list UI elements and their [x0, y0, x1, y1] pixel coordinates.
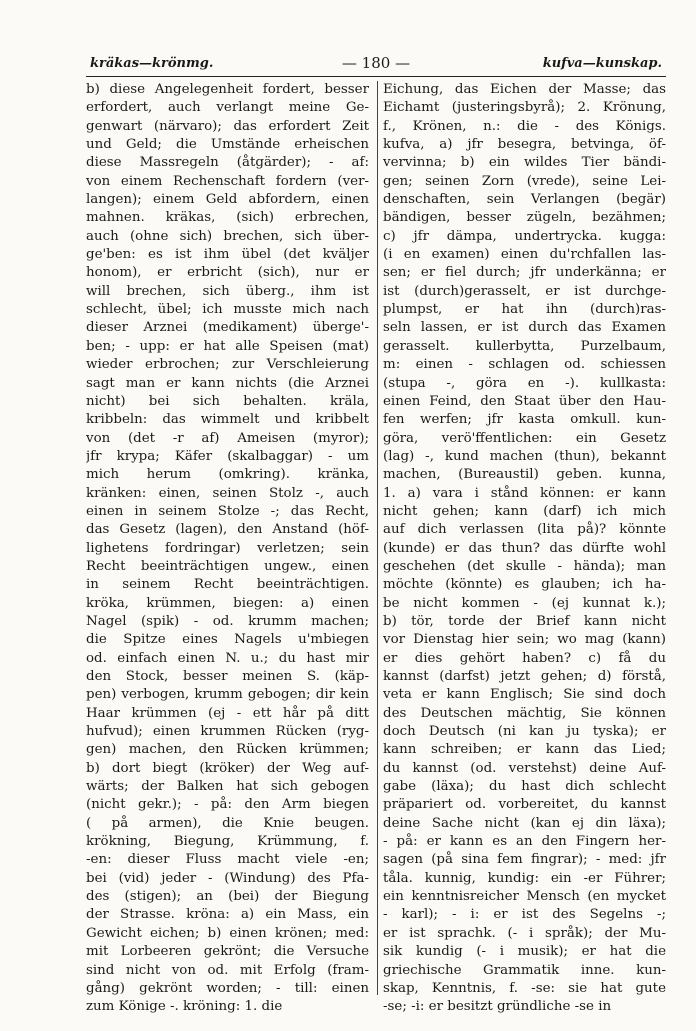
text-line: nicht gehen; kann (darf) ich mich [383, 503, 666, 519]
text-line: sik kundig (- i musik); er hat die [383, 944, 666, 960]
text-line: kannst (darfst) jetzt gehen; d) förstå, [383, 669, 666, 684]
text-line: mit Lorbeeren gekrönt; die Versuche [86, 944, 369, 960]
text-line: möchte (könnte) es glauben; ich ha- [383, 577, 666, 593]
text-line: kröka, krümmen, biegen: a) einen [86, 595, 369, 611]
text-line: sagt man er kann nichts (die Arznei [86, 375, 369, 391]
text-line: plumpst, er hat ihn (durch)ras- [383, 302, 666, 318]
text-line: seln lassen, er ist durch das Examen [383, 320, 666, 336]
text-line: gen; seinen Zorn (vrede), seine Lei- [383, 173, 666, 189]
header-right-guideword: kufva—kunskap. [542, 56, 662, 71]
text-line: vor Dienstag hier sein; wo mag (kann) [383, 632, 666, 648]
text-line: jfr krypa; Käfer (skalbaggar) - um [86, 448, 369, 464]
text-line: (nicht gekr.); - på: den Arm biegen [86, 797, 369, 813]
text-line: ( på armen), die Knie beugen. [86, 815, 369, 831]
text-line: (stupa -, göra en -). kullkasta: [383, 375, 666, 391]
text-line: mich herum (omkring). kränka, [86, 467, 369, 483]
text-line: c) jfr dämpa, undertrycka. kugga: [383, 228, 666, 244]
text-line: langen); einem Geld abfordern, einen [86, 192, 369, 208]
text-line: lighetens fordringar) verletzen; sein [86, 540, 369, 556]
text-line: denschaften, sein Verlangen (begär) [383, 192, 666, 208]
text-line: Gewicht eichen; b) einen krönen; med: [86, 925, 369, 941]
text-line: bändigen, besser zügeln, bezähmen; [383, 210, 666, 226]
text-line: kränken: einen, seinen Stolz -, auch [86, 485, 369, 501]
text-line: - på: er kann es an den Fingern her- [383, 834, 666, 850]
text-line: er ist sprachk. (- i språk); der Mu- [383, 925, 666, 941]
text-line: bei (vid) jeder - (Windung) des Pfa- [86, 870, 369, 886]
text-line: skap, Kenntnis, f. -se: sie hat gute [383, 980, 666, 996]
text-line: griechische Grammatik inne. kun- [383, 962, 666, 978]
text-line: diese Massregeln (åtgärder); - af: [86, 155, 369, 171]
text-line: schlecht, übel; ich musste mich nach [86, 302, 369, 318]
text-line: veta er kann Englisch; Sie sind doch [383, 687, 666, 703]
text-line: tåla. kunnig, kundig: ein -er Führer; [383, 870, 666, 886]
text-line: m: einen - schlagen od. schiessen [383, 357, 666, 373]
text-line: von (det -r af) Ameisen (myror); [86, 430, 369, 446]
text-line: einen Feind, den Staat über den Hau- [383, 393, 666, 409]
text-line: machen, (Bureaustil) geben. kunna, [383, 467, 666, 483]
text-line: des (stigen); an (bei) der Biegung [86, 889, 369, 905]
text-line: göra, verö'ffentlichen: ein Gesetz [383, 430, 666, 446]
text-line: (kunde) er das thun? das dürfte wohl [383, 540, 666, 556]
text-line: des Deutschen mächtig, Sie können [383, 705, 666, 721]
text-line: kann schreiben; er kann das Lied; [383, 742, 666, 758]
text-line: Haar krümmen (ej - ett hår på ditt [86, 705, 369, 721]
text-line: der Strasse. kröna: a) ein Mass, ein [86, 907, 369, 923]
text-line: zum Könige -. kröning: 1. die [86, 999, 283, 1015]
text-line: einen in seinem Stolze -; das Recht, [86, 503, 369, 519]
text-line: be nicht kommen - (ej kunnat k.); [383, 595, 666, 611]
text-line: f., Krönen, n.: die - des Königs. [383, 118, 666, 134]
text-line: gång) gekrönt worden; - till: einen [86, 980, 369, 996]
text-line: b) tör, torde der Brief kann nicht [383, 613, 666, 629]
text-line: kufva, a) jfr besegra, betvinga, öf- [383, 137, 666, 153]
header-left-guideword: kräkas—krönmg. [90, 56, 214, 71]
text-line: doch Deutsch (ni kan ju tyska); er [383, 724, 666, 740]
text-line: die Spitze eines Nagels u'mbiegen [86, 632, 369, 648]
text-line: (i en examen) einen du'rchfallen las- [383, 247, 666, 263]
text-line: geschehen (det skulle - hända); man [383, 558, 666, 574]
text-line: dieser Arznei (medikament) überge'- [86, 320, 369, 336]
text-line: den Stock, besser meinen S. (käp- [86, 669, 369, 684]
page-number: — 180 — [341, 54, 411, 72]
text-line: ist (durch)gerasselt, er ist durchge- [383, 283, 666, 299]
text-line: genwart (närvaro); das erfordert Zeit [86, 118, 369, 134]
text-line: gen) machen, den Rücken krümmen; [86, 742, 369, 758]
text-line: Recht beeinträchtigen ungew., einen [86, 558, 369, 574]
text-line: gerasselt. kullerbytta, Purzelbaum, [383, 338, 666, 354]
text-line: 1. a) vara i stånd können: er kann [383, 485, 666, 501]
text-line: er dies gehört haben? c) få du [383, 650, 666, 666]
text-line: ge'ben: es ist ihm übel (det kväljer [86, 247, 369, 263]
text-line: präpariert od. vorbereitet, du kannst [383, 797, 666, 813]
text-line: ein kenntnisreicher Mensch (en mycket [383, 889, 666, 905]
right-column [383, 81, 666, 1017]
left-column [86, 81, 369, 1017]
text-line: honom), er erbricht (sich), nur er [86, 265, 369, 281]
text-line: hufvud); einen krummen Rücken (ryg- [86, 724, 369, 740]
text-line: sind nicht von od. mit Erfolg (fram- [86, 962, 369, 978]
text-line: od. einfach einen N. u.; du hast mir [86, 650, 369, 666]
text-line: das Gesetz (lagen), den Anstand (höf- [86, 522, 369, 538]
text-line: und Geld; die Umstände erheischen [86, 137, 369, 153]
text-line: sen; er fiel durch; jfr underkänna; er [383, 265, 666, 281]
text-line: ben; - upp: er hat alle Speisen (mat) [86, 338, 369, 354]
text-line: nicht) bei sich behalten. kräla, [86, 393, 369, 409]
text-line: Eichung, das Eichen der Masse; das [383, 82, 666, 97]
text-line: will brechen, sich überg., ihm ist [86, 283, 369, 299]
text-line: vervinna; b) ein wildes Tier bändi- [383, 155, 666, 171]
text-line: b) dort biegt (kröker) der Weg auf- [86, 760, 369, 776]
text-line: - karl); - i: er ist des Segelns -; [383, 907, 666, 923]
text-line: -se; -i: er besitzt gründliche -se in [383, 999, 612, 1015]
text-line: auf dich verlassen (lita på)? könnte [383, 522, 666, 538]
page-header [86, 54, 666, 77]
text-line: deine Sache nicht (kan ej din läxa); [383, 815, 666, 831]
text-line: -en: dieser Fluss macht viele -en; [86, 852, 369, 868]
text-line: (lag) -, kund machen (thun), bekannt [383, 448, 666, 464]
column-divider [377, 81, 378, 995]
text-line: kribbeln: das wimmelt und kribbelt [86, 412, 369, 428]
text-line: b) diese Angelegenheit fordert, besser [86, 82, 369, 97]
text-line: Nagel (spik) - od. krumm machen; [86, 613, 369, 629]
text-line: wieder erbrochen; zur Verschleierung [86, 357, 369, 373]
text-columns [86, 81, 666, 1017]
text-line: krökning, Biegung, Krümmung, f. [86, 834, 369, 850]
text-line: Eichamt (justeringsbyrå); 2. Krönung, [383, 100, 666, 116]
text-line: gabe (läxa); du hast dich schlecht [383, 779, 666, 795]
text-line: von einem Rechenschaft fordern (ver- [86, 173, 369, 189]
text-line: in seinem Recht beeinträchtigen. [86, 577, 369, 593]
text-line: sagen (på sina fem fingrar); - med: jfr [383, 852, 666, 868]
text-line: mahnen. kräkas, (sich) erbrechen, [86, 210, 369, 226]
text-line: wärts; der Balken hat sich gebogen [86, 779, 369, 795]
text-line: erfordert, auch verlangt meine Ge- [86, 100, 369, 116]
text-line: du kannst (od. verstehst) deine Auf- [383, 760, 666, 776]
text-line: pen) verbogen, krumm gebogen; dir kein [86, 687, 369, 703]
text-line: fen werfen; jfr kasta omkull. kun- [383, 412, 666, 428]
text-line: auch (ohne sich) brechen, sich über- [86, 228, 369, 244]
